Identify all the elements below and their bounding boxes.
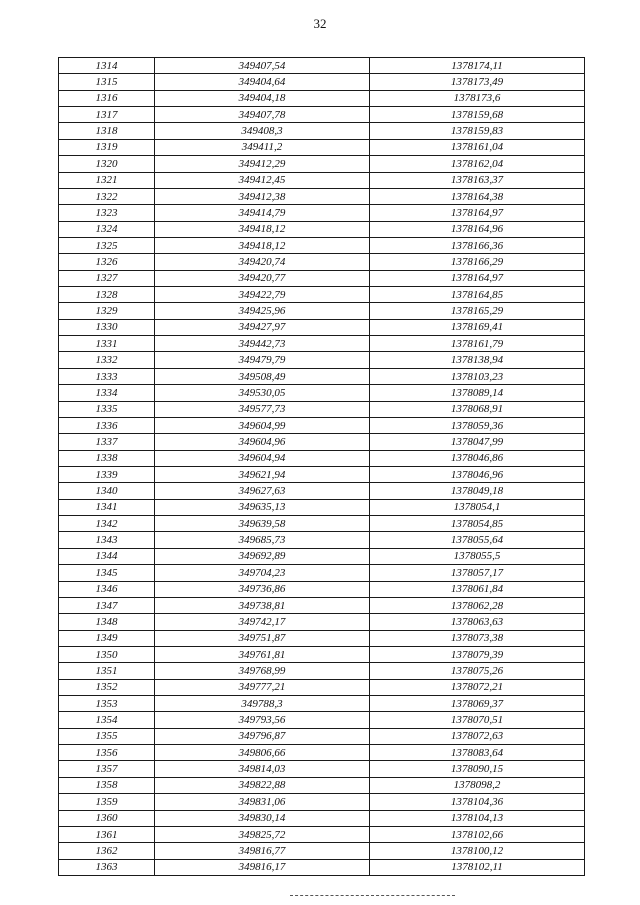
point-number-cell: 1361: [59, 826, 155, 842]
table-row: [59, 597, 585, 613]
x-coordinate-cell: 349793,56: [155, 712, 370, 728]
point-number-cell: 1337: [59, 434, 155, 450]
table-row: [59, 565, 585, 581]
table-row: [59, 466, 585, 482]
x-coordinate-cell: 349692,89: [155, 548, 370, 564]
y-coordinate-cell: 1378070,51: [370, 712, 585, 728]
table-row: [59, 401, 585, 417]
x-coordinate-cell: 349411,2: [155, 139, 370, 155]
table-row: [59, 368, 585, 384]
x-coordinate-cell: 349508,49: [155, 368, 370, 384]
y-coordinate-cell: 1378090,15: [370, 761, 585, 777]
table-row: [59, 139, 585, 155]
point-number-cell: 1348: [59, 614, 155, 630]
table-row: [59, 516, 585, 532]
point-number-cell: 1350: [59, 646, 155, 662]
table-row: [59, 107, 585, 123]
point-number-cell: 1347: [59, 597, 155, 613]
x-coordinate-cell: 349742,17: [155, 614, 370, 630]
y-coordinate-cell: 1378165,29: [370, 303, 585, 319]
y-coordinate-cell: 1378159,83: [370, 123, 585, 139]
table-row: [59, 646, 585, 662]
x-coordinate-cell: 349427,97: [155, 319, 370, 335]
point-number-cell: 1334: [59, 385, 155, 401]
y-coordinate-cell: 1378159,68: [370, 107, 585, 123]
y-coordinate-cell: 1378164,96: [370, 221, 585, 237]
y-coordinate-cell: 1378049,18: [370, 483, 585, 499]
table-row: [59, 221, 585, 237]
point-number-cell: 1344: [59, 548, 155, 564]
table-row: [59, 417, 585, 433]
y-coordinate-cell: 1378072,63: [370, 728, 585, 744]
table-row: [59, 663, 585, 679]
y-coordinate-cell: 1378166,29: [370, 254, 585, 270]
x-coordinate-cell: 349412,38: [155, 188, 370, 204]
table-row: [59, 287, 585, 303]
x-coordinate-cell: 349777,21: [155, 679, 370, 695]
x-coordinate-cell: 349814,03: [155, 761, 370, 777]
table-row: [59, 548, 585, 564]
x-coordinate-cell: 349404,18: [155, 90, 370, 106]
y-coordinate-cell: 1378174,11: [370, 58, 585, 74]
y-coordinate-cell: 1378057,17: [370, 565, 585, 581]
page-number: 32: [313, 16, 327, 31]
table-row: [59, 172, 585, 188]
table-row: [59, 188, 585, 204]
table-row: [59, 336, 585, 352]
table-row: [59, 483, 585, 499]
point-number-cell: 1353: [59, 696, 155, 712]
y-coordinate-cell: 1378104,36: [370, 794, 585, 810]
coordinates-table: [58, 57, 585, 876]
point-number-cell: 1357: [59, 761, 155, 777]
y-coordinate-cell: 1378047,99: [370, 434, 585, 450]
y-coordinate-cell: 1378173,49: [370, 74, 585, 90]
y-coordinate-cell: 1378161,79: [370, 336, 585, 352]
point-number-cell: 1341: [59, 499, 155, 515]
point-number-cell: 1359: [59, 794, 155, 810]
point-number-cell: 1331: [59, 336, 155, 352]
x-coordinate-cell: 349738,81: [155, 597, 370, 613]
y-coordinate-cell: 1378098,2: [370, 777, 585, 793]
point-number-cell: 1360: [59, 810, 155, 826]
x-coordinate-cell: 349408,3: [155, 123, 370, 139]
y-coordinate-cell: 1378166,36: [370, 237, 585, 253]
y-coordinate-cell: 1378062,28: [370, 597, 585, 613]
point-number-cell: 1332: [59, 352, 155, 368]
x-coordinate-cell: 349830,14: [155, 810, 370, 826]
point-number-cell: 1362: [59, 843, 155, 859]
x-coordinate-cell: 349414,79: [155, 205, 370, 221]
table-row: [59, 712, 585, 728]
point-number-cell: 1319: [59, 139, 155, 155]
y-coordinate-cell: 1378089,14: [370, 385, 585, 401]
table-row: [59, 352, 585, 368]
table-row: [59, 205, 585, 221]
point-number-cell: 1327: [59, 270, 155, 286]
table-row: [59, 74, 585, 90]
table-row: [59, 794, 585, 810]
x-coordinate-cell: 349704,23: [155, 565, 370, 581]
point-number-cell: 1328: [59, 287, 155, 303]
y-coordinate-cell: 1378069,37: [370, 696, 585, 712]
y-coordinate-cell: 1378169,41: [370, 319, 585, 335]
y-coordinate-cell: 1378161,04: [370, 139, 585, 155]
y-coordinate-cell: 1378164,97: [370, 205, 585, 221]
y-coordinate-cell: 1378054,85: [370, 516, 585, 532]
point-number-cell: 1330: [59, 319, 155, 335]
point-number-cell: 1336: [59, 417, 155, 433]
table-row: [59, 630, 585, 646]
point-number-cell: 1316: [59, 90, 155, 106]
x-coordinate-cell: 349412,45: [155, 172, 370, 188]
point-number-cell: 1346: [59, 581, 155, 597]
table-row: [59, 434, 585, 450]
x-coordinate-cell: 349412,29: [155, 156, 370, 172]
y-coordinate-cell: 1378063,63: [370, 614, 585, 630]
x-coordinate-cell: 349685,73: [155, 532, 370, 548]
x-coordinate-cell: 349404,64: [155, 74, 370, 90]
x-coordinate-cell: 349479,79: [155, 352, 370, 368]
point-number-cell: 1340: [59, 483, 155, 499]
x-coordinate-cell: 349768,99: [155, 663, 370, 679]
x-coordinate-cell: 349816,17: [155, 859, 370, 875]
point-number-cell: 1352: [59, 679, 155, 695]
point-number-cell: 1321: [59, 172, 155, 188]
table-row: [59, 777, 585, 793]
y-coordinate-cell: 1378163,37: [370, 172, 585, 188]
point-number-cell: 1358: [59, 777, 155, 793]
point-number-cell: 1323: [59, 205, 155, 221]
x-coordinate-cell: 349418,12: [155, 237, 370, 253]
table-row: [59, 319, 585, 335]
coordinates-table-body: [59, 58, 585, 876]
point-number-cell: 1356: [59, 745, 155, 761]
point-number-cell: 1342: [59, 516, 155, 532]
x-coordinate-cell: 349788,3: [155, 696, 370, 712]
table-row: [59, 270, 585, 286]
y-coordinate-cell: 1378173,6: [370, 90, 585, 106]
y-coordinate-cell: 1378164,85: [370, 287, 585, 303]
x-coordinate-cell: 349422,79: [155, 287, 370, 303]
x-coordinate-cell: 349407,54: [155, 58, 370, 74]
x-coordinate-cell: 349816,77: [155, 843, 370, 859]
x-coordinate-cell: 349418,12: [155, 221, 370, 237]
x-coordinate-cell: 349806,66: [155, 745, 370, 761]
x-coordinate-cell: 349639,58: [155, 516, 370, 532]
point-number-cell: 1322: [59, 188, 155, 204]
table-row: [59, 843, 585, 859]
table-row: [59, 679, 585, 695]
y-coordinate-cell: 1378103,23: [370, 368, 585, 384]
point-number-cell: 1318: [59, 123, 155, 139]
table-row: [59, 450, 585, 466]
point-number-cell: 1335: [59, 401, 155, 417]
x-coordinate-cell: 349825,72: [155, 826, 370, 842]
y-coordinate-cell: 1378061,84: [370, 581, 585, 597]
y-coordinate-cell: 1378075,26: [370, 663, 585, 679]
x-coordinate-cell: 349761,81: [155, 646, 370, 662]
x-coordinate-cell: 349420,77: [155, 270, 370, 286]
point-number-cell: 1324: [59, 221, 155, 237]
y-coordinate-cell: 1378164,38: [370, 188, 585, 204]
point-number-cell: 1314: [59, 58, 155, 74]
point-number-cell: 1363: [59, 859, 155, 875]
table-row: [59, 728, 585, 744]
table-row: [59, 581, 585, 597]
y-coordinate-cell: 1378073,38: [370, 630, 585, 646]
y-coordinate-cell: 1378046,86: [370, 450, 585, 466]
y-coordinate-cell: 1378054,1: [370, 499, 585, 515]
point-number-cell: 1315: [59, 74, 155, 90]
footer-line: [290, 895, 455, 896]
y-coordinate-cell: 1378046,96: [370, 466, 585, 482]
point-number-cell: 1320: [59, 156, 155, 172]
table-row: [59, 696, 585, 712]
table-row: [59, 761, 585, 777]
y-coordinate-cell: 1378068,91: [370, 401, 585, 417]
x-coordinate-cell: 349604,94: [155, 450, 370, 466]
x-coordinate-cell: 349530,05: [155, 385, 370, 401]
x-coordinate-cell: 349635,13: [155, 499, 370, 515]
x-coordinate-cell: 349425,96: [155, 303, 370, 319]
y-coordinate-cell: 1378164,97: [370, 270, 585, 286]
y-coordinate-cell: 1378055,64: [370, 532, 585, 548]
table-row: [59, 156, 585, 172]
table-row: [59, 123, 585, 139]
point-number-cell: 1354: [59, 712, 155, 728]
table-row: [59, 859, 585, 875]
y-coordinate-cell: 1378083,64: [370, 745, 585, 761]
point-number-cell: 1338: [59, 450, 155, 466]
y-coordinate-cell: 1378055,5: [370, 548, 585, 564]
x-coordinate-cell: 349577,73: [155, 401, 370, 417]
x-coordinate-cell: 349796,87: [155, 728, 370, 744]
table-row: [59, 254, 585, 270]
table-row: [59, 826, 585, 842]
table-row: [59, 58, 585, 74]
y-coordinate-cell: 1378104,13: [370, 810, 585, 826]
point-number-cell: 1326: [59, 254, 155, 270]
point-number-cell: 1333: [59, 368, 155, 384]
x-coordinate-cell: 349822,88: [155, 777, 370, 793]
table-row: [59, 745, 585, 761]
x-coordinate-cell: 349420,74: [155, 254, 370, 270]
table-row: [59, 303, 585, 319]
x-coordinate-cell: 349627,63: [155, 483, 370, 499]
x-coordinate-cell: 349751,87: [155, 630, 370, 646]
x-coordinate-cell: 349604,99: [155, 417, 370, 433]
y-coordinate-cell: 1378102,11: [370, 859, 585, 875]
point-number-cell: 1345: [59, 565, 155, 581]
table-row: [59, 385, 585, 401]
y-coordinate-cell: 1378072,21: [370, 679, 585, 695]
point-number-cell: 1343: [59, 532, 155, 548]
table-row: [59, 499, 585, 515]
point-number-cell: 1351: [59, 663, 155, 679]
y-coordinate-cell: 1378162,04: [370, 156, 585, 172]
point-number-cell: 1325: [59, 237, 155, 253]
point-number-cell: 1355: [59, 728, 155, 744]
table-row: [59, 532, 585, 548]
point-number-cell: 1339: [59, 466, 155, 482]
table-row: [59, 237, 585, 253]
x-coordinate-cell: 349442,73: [155, 336, 370, 352]
table-row: [59, 810, 585, 826]
x-coordinate-cell: 349407,78: [155, 107, 370, 123]
point-number-cell: 1317: [59, 107, 155, 123]
table-row: [59, 614, 585, 630]
x-coordinate-cell: 349621,94: [155, 466, 370, 482]
x-coordinate-cell: 349604,96: [155, 434, 370, 450]
x-coordinate-cell: 349736,86: [155, 581, 370, 597]
table-row: [59, 90, 585, 106]
y-coordinate-cell: 1378102,66: [370, 826, 585, 842]
y-coordinate-cell: 1378079,39: [370, 646, 585, 662]
y-coordinate-cell: 1378059,36: [370, 417, 585, 433]
x-coordinate-cell: 349831,06: [155, 794, 370, 810]
y-coordinate-cell: 1378138,94: [370, 352, 585, 368]
point-number-cell: 1349: [59, 630, 155, 646]
y-coordinate-cell: 1378100,12: [370, 843, 585, 859]
point-number-cell: 1329: [59, 303, 155, 319]
